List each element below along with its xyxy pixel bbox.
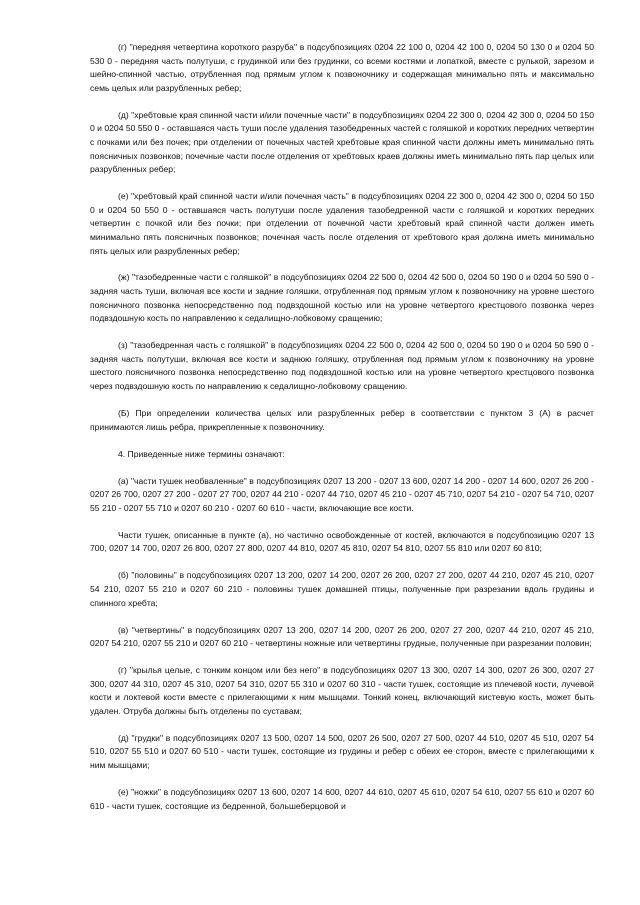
paragraph-ribs-note: (Б) При определении количества целых или разрубленных ребер в соответствии с пунктом 3 (А) в расчет принимаются лишь ребра, прикрепленные к позвоночнику.: [90, 408, 594, 432]
paragraph-hind-legs: (ж) "тазобедренные части с голяшкой" в подсубпозициях 0204 22 500 0, 0204 42 500 0, 0204 50 190 0 и 0204 50 590 0 - задняя часть туши, включая все кости и задние голяшки, отрубленная под прямым углом к позвоночнику на уровне шестого поясничного позвонка непосредственно под подвздошной костью или на уровне четвертого крестцового позвонка через подвздошную кость по направлению к седалищно-лобковому сращению;: [90, 272, 594, 324]
paragraph-halves: (б) "половины" в подсубпозициях 0207 13 200, 0207 14 200, 0207 26 200, 0207 27 200, 0207 44 210, 0207 45 210, 0207 54 210, 0207 55 210 и 0207 60 210 - половины тушек домашней птицы, полученные при разрезании вдоль грудины и спинного хребта;: [90, 570, 594, 608]
paragraph-forequarter-short-cut: (г) "передняя четвертина короткого разруба" в подсубпозициях 0204 22 100 0, 0204 42 100 0, 0204 50 130 0 и 0204 50 530 0 - передняя часть полутуши, с грудинкой или без грудинки, со всеми костями и лопаткой, вместе с рулькой, зарезом и шейно-спинной частью, отрубленная под прямым углом к позвоночнику и содержащая минимально пять и максимально семь целых или разрубленных ребер;: [90, 42, 594, 93]
paragraph-wings: (г) "крылья целые, с тонким концом или без него" в подсубпозициях 0207 13 300, 0207 14 300, 0207 26 300, 0207 27 300, 0207 44 310, 0207 45 310, 0207 54 310, 0207 55 310 и 0207 60 310 - части тушек, состоящие из плечевой кости, лучевой кости и локтевой кости вместе с прилегающими к ним мышцами. Тонкий конец, включающий кистевую кость, может быть удален. Отруба должны быть отделены по суставам;: [90, 665, 594, 716]
paragraph-loin-edges: (д) "хребтовые края спинной части и/или почечные части" в подсубпозициях 0204 22 300 0, 0204 42 300 0, 0204 50 150 0 и 0204 50 550 0 - оставшаяся часть туши после удаления тазобедренных частей с голяшкой и коротких передних четвертин с почками или без почек; при отделении от почечных частей хребтовые края спинной части должны иметь минимально пять поясничных позвонков; почечные части после отделения от хребтовых краев должны иметь минимально пять пар целых или разрубленных ребер;: [90, 109, 594, 175]
paragraph-loin-edge-single: (е) "хребтовый край спинной части и/или почечная часть" в подсубпозициях 0204 22 300 0, 0204 42 300 0, 0204 50 150 0 и 0204 50 550 0 - оставшаяся часть полутуши после удаления тазобедренной части с голяшкой и коротких передних четвертин с почкой или без почки; при отделении от почечной части хребтовый край спинной части должен иметь минимально пять поясничных позвонков; почечная часть после отделения от хребтового края должна иметь минимально пять целых или разрубленных ребер;: [90, 191, 594, 256]
document-page: [90, 41, 594, 827]
paragraph-breasts: (д) "грудки" в подсубпозициях 0207 13 500, 0207 14 500, 0207 26 500, 0207 27 500, 0207 44 510, 0207 45 510, 0207 54 510, 0207 55 510 и 0207 60 510 - части тушек, состоящие из грудины и ребер с обеих ее сторон, вместе с прилегающими к ним мышцами;: [90, 732, 594, 771]
paragraph-terms-heading: 4. Приведенные ниже термины означают:: [118, 448, 285, 459]
paragraph-legs: (е) "ножки" в подсубпозициях 0207 13 600, 0207 14 600, 0207 44 610, 0207 45 610, 0207 54 610, 0207 55 610 и 0207 60 610 - части тушек, состоящие из бедренной, большеберцовой и: [90, 787, 594, 811]
paragraph-partially-boned: Части тушек, описанные в пункте (а), но частично освобожденные от костей, включаются в подсубпозицию 0207 13 700, 0207 14 700, 0207 26 800, 0207 27 800, 0207 44 810, 0207 45 810, 0207 54 810, 0207 55 810 или 0207 60 810;: [90, 529, 594, 554]
paragraph-hind-leg-single: (з) "тазобедренная часть с голяшкой" в подсубпозициях 0204 22 500 0, 0204 42 500 0, 0204 50 190 0 и 0204 50 590 0 - задняя часть полутуши, включая все кости и заднюю голяшку, отрубленная под прямым углом к позвоночнику на уровне шестого поясничного позвонка непосредственно под подвздошной костью или на уровне четвертого крестцового позвонка через подвздошную кость по направлению к седалищно-лобковому сращению.: [90, 340, 594, 392]
paragraph-cuts-unboned: (а) "части тушек необваленные" в подсубпозициях 0207 13 200 - 0207 13 600, 0207 14 200 - 0207 14 600, 0207 26 200 - 0207 26 700, 0207 27 200 - 0207 27 700, 0207 44 210 - 0207 44 710, 0207 45 210 - 0207 45 710, 0207 54 210 - 0207 54 710, 0207 55 210 - 0207 55 710 и 0207 60 210 - 0207 60 610 - части, включающие все кости.: [90, 475, 594, 513]
paragraph-quarters: (в) "четвертины" в подсубпозициях 0207 13 200, 0207 14 200, 0207 26 200, 0207 27 200, 0207 44 210, 0207 45 210, 0207 54 210, 0207 55 210 и 0207 60 210 - четвертины ножные или четвертины грудные, полученные при разрезании половин;: [90, 624, 594, 649]
